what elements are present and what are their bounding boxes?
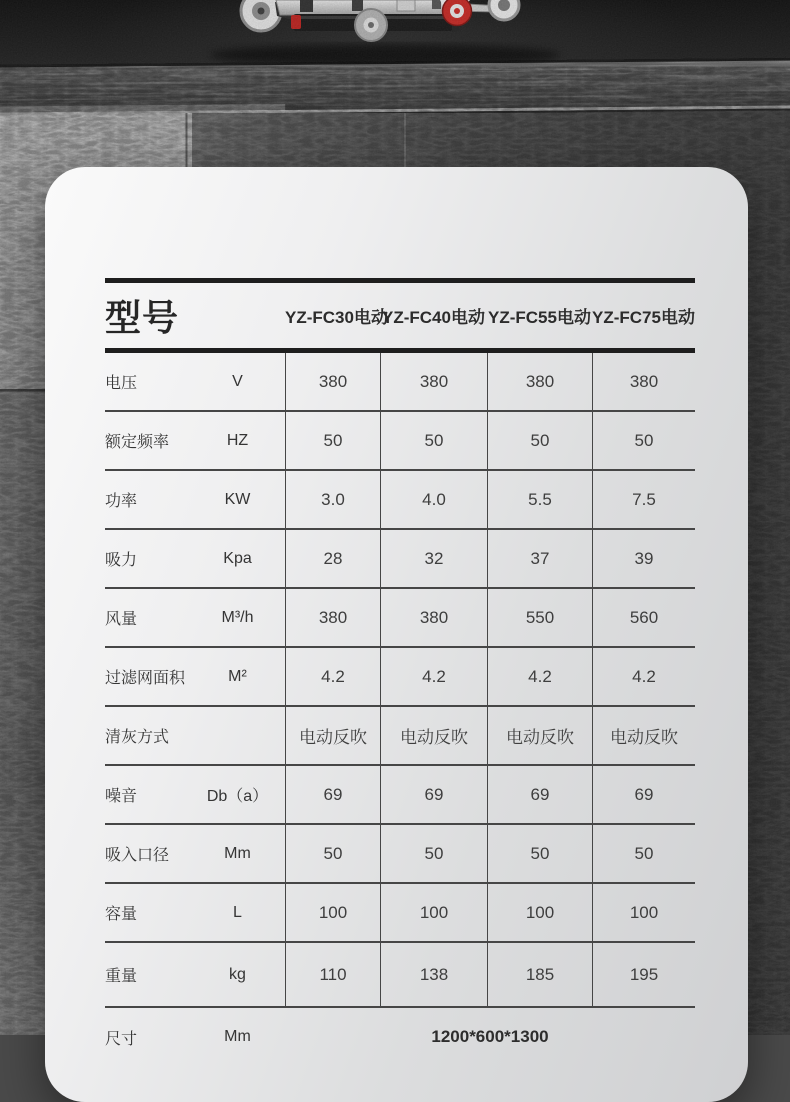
spec-value: 195 (592, 943, 695, 1006)
spec-value: 50 (487, 412, 592, 469)
spec-value: 50 (592, 412, 695, 469)
spec-row (105, 589, 695, 648)
spec-row (105, 353, 695, 412)
spec-value: 50 (285, 412, 380, 469)
spec-label: 尺寸 (105, 1030, 138, 1048)
spec-value: 380 (592, 353, 695, 410)
spec-row (105, 412, 695, 471)
spec-value: 100 (285, 884, 380, 941)
spec-value: 100 (487, 884, 592, 941)
spec-value: 4.2 (285, 648, 380, 705)
spec-value: 50 (592, 825, 695, 882)
spec-label: 电压 (105, 375, 138, 392)
spec-row (105, 648, 695, 707)
spec-value: 50 (285, 825, 380, 882)
spec-value: 560 (592, 589, 695, 646)
spec-value: 380 (487, 353, 592, 410)
spec-unit: HZ (226, 431, 249, 449)
spec-value: 69 (592, 766, 695, 823)
spec-row (105, 943, 695, 1008)
spec-label: 风量 (105, 611, 138, 628)
spec-value: 138 (380, 943, 487, 1006)
dimensions-row (105, 1008, 695, 1066)
spec-value: 32 (380, 530, 487, 587)
spec-unit: KW (224, 490, 251, 508)
model-name-fc75: YZ-FC75电动 (592, 308, 695, 327)
spec-value: 50 (380, 412, 487, 469)
spec-unit: V (232, 372, 243, 390)
dimensions-value: 1200*600*1300 (431, 1027, 549, 1046)
spec-value: 电动反吹 (285, 707, 380, 764)
spec-value: 电动反吹 (380, 707, 487, 764)
spec-table (105, 278, 695, 1066)
spec-label: 额定频率 (105, 434, 170, 451)
spec-row (105, 766, 695, 825)
spec-value: 电动反吹 (487, 707, 592, 764)
spec-label: 重量 (105, 968, 138, 985)
spec-label: 容量 (105, 906, 138, 923)
spec-label: 吸入口径 (105, 847, 170, 864)
model-name-fc40: YZ-FC40电动 (382, 308, 485, 327)
spec-value: 550 (487, 589, 592, 646)
spec-value: 185 (487, 943, 592, 1006)
spec-value: 100 (380, 884, 487, 941)
spec-value: 380 (380, 353, 487, 410)
model-name-fc55: YZ-FC55电动 (488, 308, 591, 327)
spec-label: 噪音 (105, 788, 138, 805)
spec-table-header (105, 278, 695, 353)
spec-unit: M² (228, 667, 247, 685)
spec-value: 4.0 (380, 471, 487, 528)
spec-value: 电动反吹 (592, 707, 695, 764)
model-header-label: 型号 (105, 297, 180, 338)
spec-row (105, 530, 695, 589)
spec-value: 69 (285, 766, 380, 823)
spec-value: 50 (380, 825, 487, 882)
spec-unit: Kpa (223, 549, 252, 567)
spec-value: 380 (285, 353, 380, 410)
spec-value: 4.2 (592, 648, 695, 705)
spec-value: 50 (487, 825, 592, 882)
spec-value: 37 (487, 530, 592, 587)
spec-value: 4.2 (380, 648, 487, 705)
spec-row (105, 707, 695, 766)
spec-label: 过滤网面积 (105, 670, 186, 687)
spec-unit: Mm (224, 844, 251, 862)
spec-row (105, 825, 695, 884)
spec-value: 4.2 (487, 648, 592, 705)
spec-unit: L (233, 903, 242, 921)
spec-row (105, 471, 695, 530)
spec-value: 3.0 (285, 471, 380, 528)
spec-table-body (105, 353, 695, 1008)
spec-value: 28 (285, 530, 380, 587)
spec-label: 清灰方式 (105, 729, 170, 746)
spec-value: 100 (592, 884, 695, 941)
spec-label: 吸力 (105, 552, 138, 569)
spec-row (105, 884, 695, 943)
spec-value: 39 (592, 530, 695, 587)
model-name-fc30: YZ-FC30电动 (285, 308, 388, 327)
spec-value: 5.5 (487, 471, 592, 528)
spec-unit: M³/h (221, 608, 254, 626)
spec-unit: kg (229, 965, 246, 983)
spec-card (45, 167, 748, 1102)
spec-value: 110 (285, 943, 380, 1006)
spec-label: 功率 (105, 493, 138, 510)
spec-value: 69 (487, 766, 592, 823)
spec-value: 69 (380, 766, 487, 823)
spec-unit: Mm (224, 1028, 251, 1045)
spec-value: 7.5 (592, 471, 695, 528)
spec-value: 380 (380, 589, 487, 646)
spec-unit: Db（a） (206, 788, 269, 805)
spec-value: 380 (285, 589, 380, 646)
